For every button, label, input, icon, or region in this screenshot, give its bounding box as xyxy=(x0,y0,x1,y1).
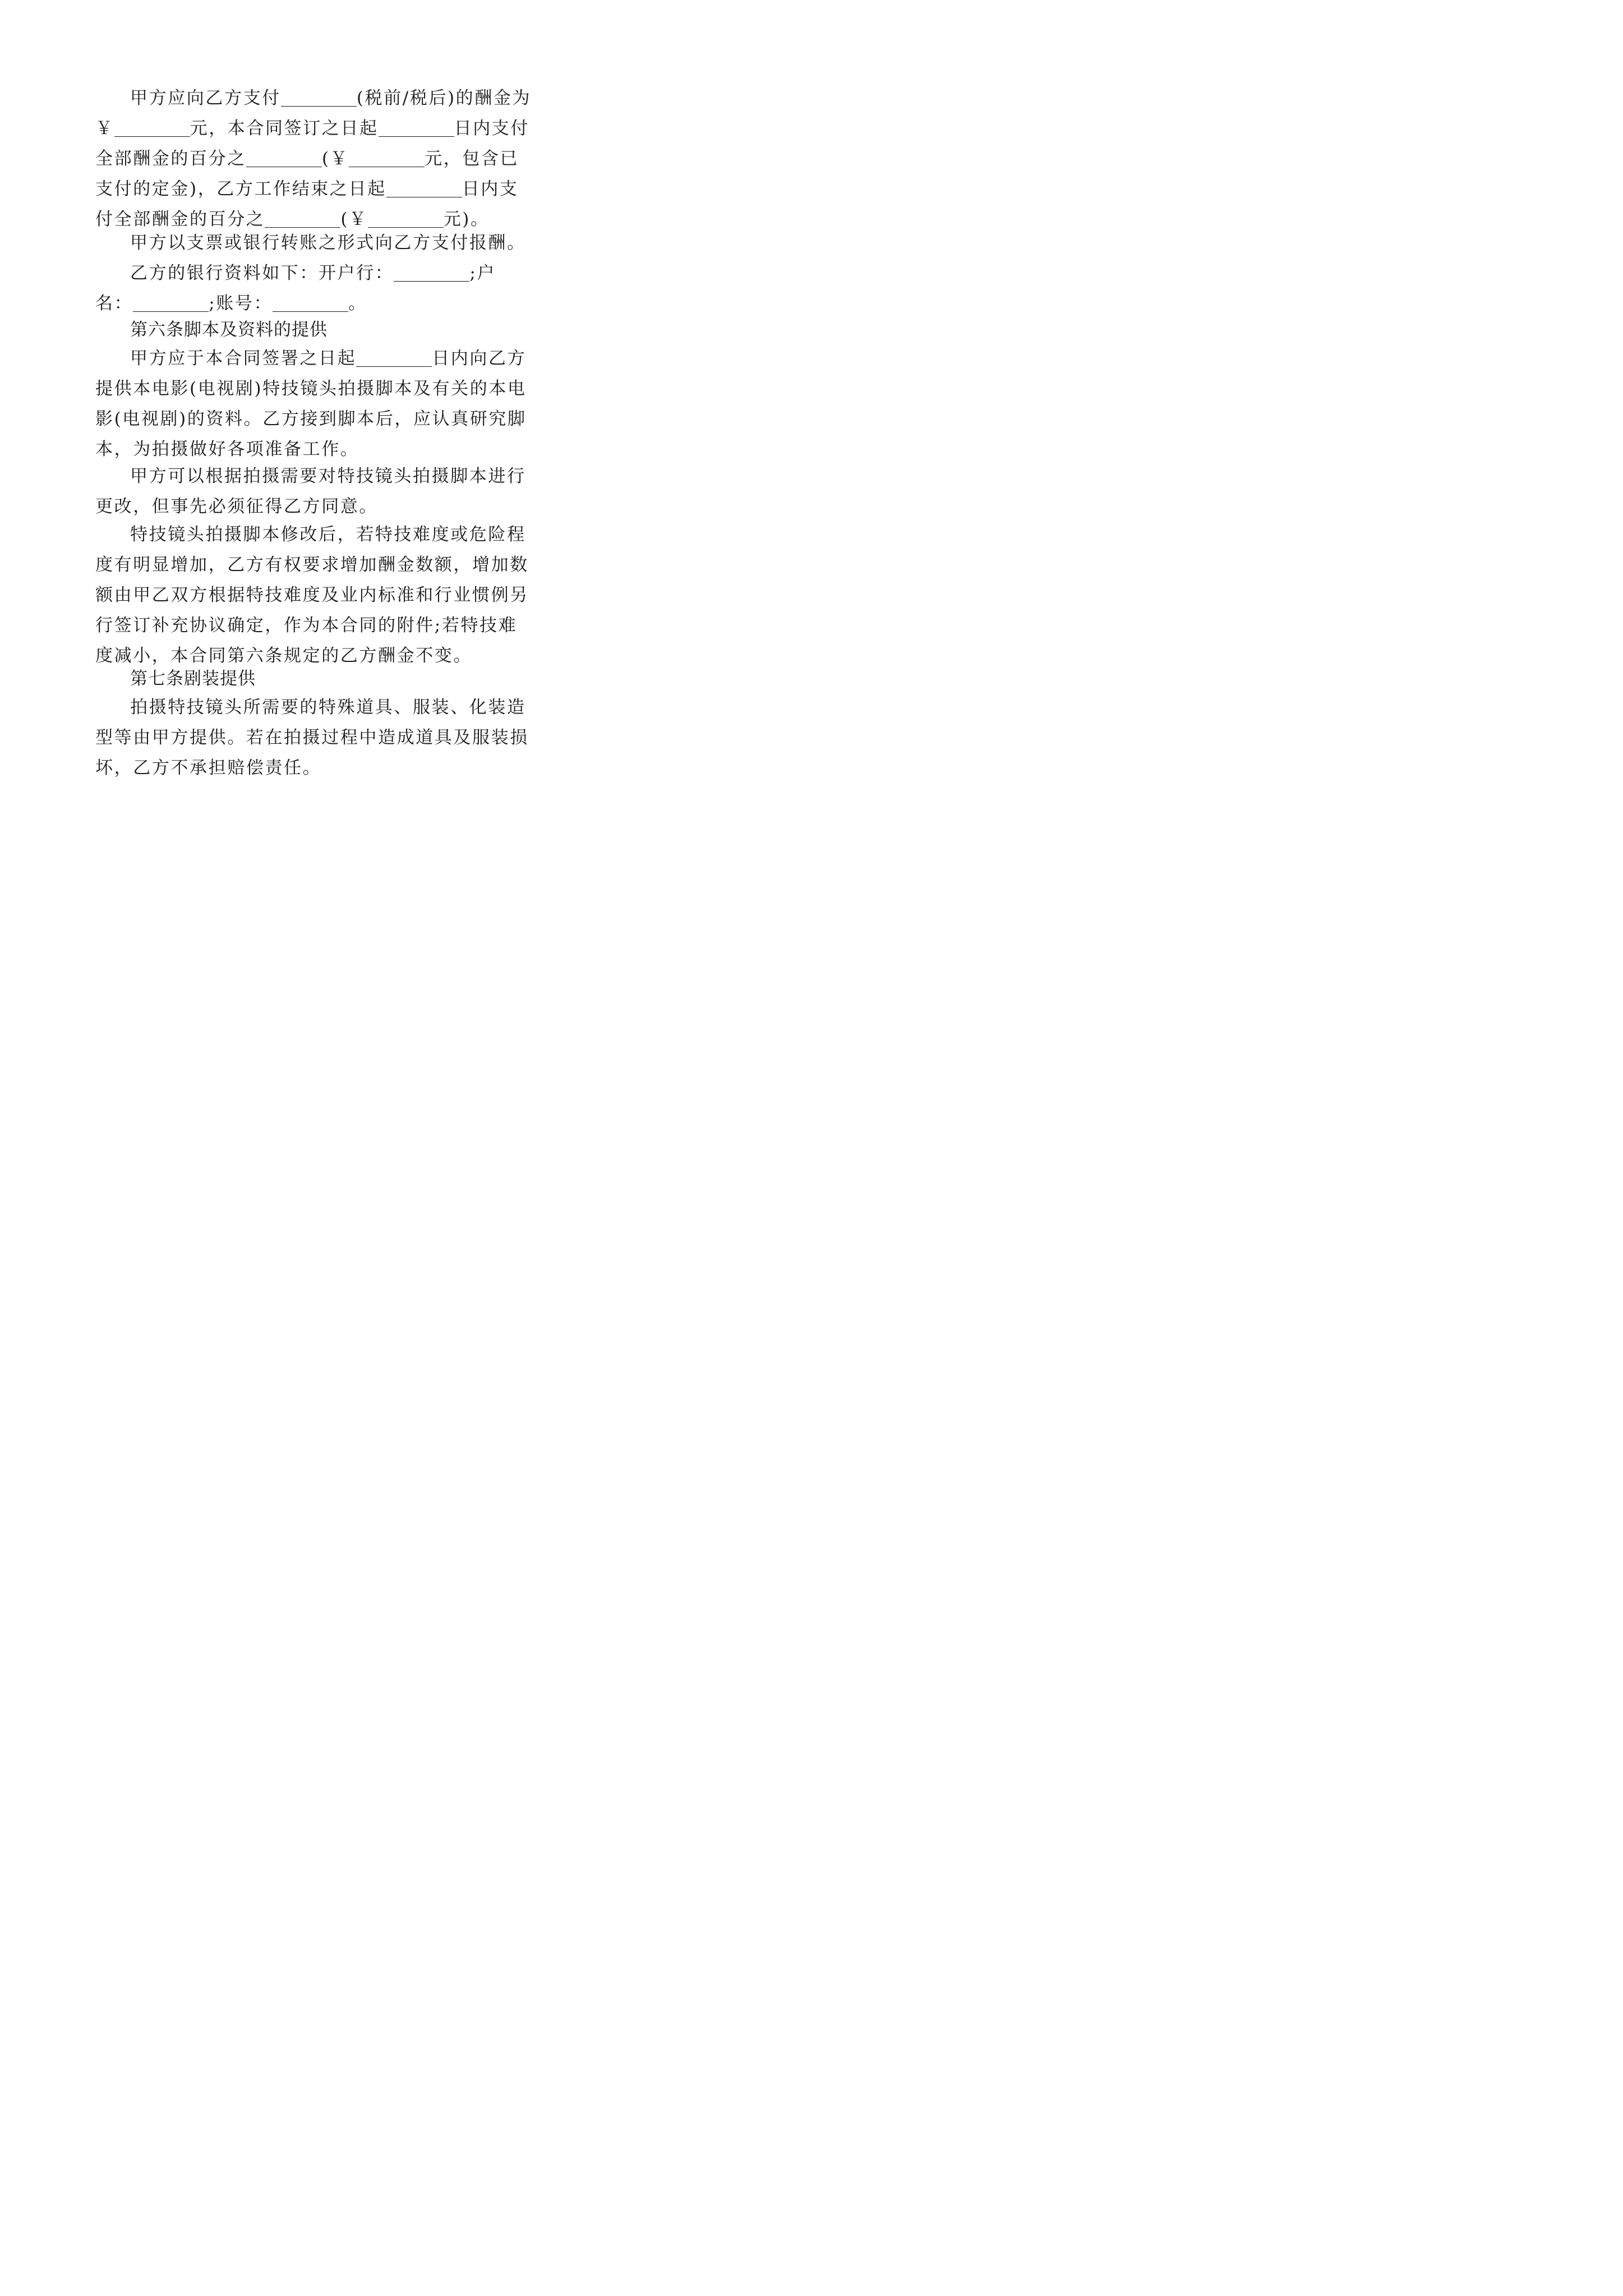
payment-text-8: (￥ xyxy=(340,209,368,229)
fill-blank-amount-first[interactable] xyxy=(349,149,425,167)
payment-text-2: (税前/税后)的酬金为 ￥ xyxy=(95,88,538,139)
fill-blank-days-first[interactable] xyxy=(379,119,454,137)
payment-text-9: 元)。 xyxy=(443,209,490,229)
fill-blank-bank-name[interactable] xyxy=(394,264,469,282)
account-name-label: ;户名： xyxy=(95,263,496,314)
payment-method-paragraph: 甲方以支票或银行转账之形式向乙方支付报酬。 xyxy=(130,233,526,253)
bank-info-paragraph xyxy=(95,258,532,319)
script-provision-text-2: 日内向乙方提供本电影(电视剧)特技镜头拍摄脚本及有关的本电影(电视剧)的资料。乙方接到脚本后，应认真研究脚本，为拍摄做好各项准备工作。 xyxy=(95,348,527,459)
payment-clause xyxy=(95,83,538,234)
payment-text-5: (￥ xyxy=(321,149,349,169)
fill-blank-percent-final[interactable] xyxy=(265,210,340,228)
account-number-label: ;账号： xyxy=(209,293,273,314)
payment-text-1: 甲方应向乙方支付 xyxy=(130,88,281,108)
script-provision-paragraph xyxy=(95,343,532,464)
article-7-heading: 第七条剧装提供 xyxy=(130,669,256,689)
fill-blank-account-name[interactable] xyxy=(133,294,209,312)
payment-text-6: 元，包含已支付的定金)，乙方工作结束之日起 xyxy=(95,149,519,199)
payment-text-7: 日内支付全部酬金的百分之 xyxy=(95,179,519,229)
fill-blank-days-final[interactable] xyxy=(386,180,462,197)
payment-text-3: 元，本合同签订之日起 xyxy=(190,118,379,139)
fill-blank-amount-type[interactable] xyxy=(281,89,357,107)
script-provision-text-1: 甲方应于本合同签署之日起 xyxy=(130,348,357,369)
script-change-paragraph: 甲方可以根据拍摄需要对特技镜头拍摄脚本进行更改，但事先必须征得乙方同意。 xyxy=(95,466,526,517)
fill-blank-percent-first[interactable] xyxy=(246,149,322,167)
fill-blank-script-days[interactable] xyxy=(356,349,432,367)
costume-provision-paragraph: 拍摄特技镜头所需要的特殊道具、服装、化装造型等由甲方提供。若在拍摄过程中造成道具及服装损坏，乙方不承担赔偿责任。 xyxy=(95,697,529,778)
fill-blank-account-number[interactable] xyxy=(273,294,348,312)
article-6-heading: 第六条脚本及资料的提供 xyxy=(130,320,328,340)
fill-blank-amount-final[interactable] xyxy=(368,210,444,228)
fill-blank-total-fee[interactable] xyxy=(114,119,190,137)
bank-info-end: 。 xyxy=(348,293,367,314)
script-modified-paragraph: 特技镜头拍摄脚本修改后，若特技难度或危险程度有明显增加，乙方有权要求增加酬金数额，增加数额由甲乙双方根据特技难度及业内标准和行业惯例另行签订补充协议确定，作为本合同的附件;若特技难度减小，本合同第六条规定的乙方酬金不变。 xyxy=(95,524,529,666)
bank-info-label: 乙方的银行资料如下：开户行： xyxy=(130,263,394,283)
document-page xyxy=(0,0,630,890)
payment-text-4: 日内支付全部酬金的百分之 xyxy=(95,118,530,169)
